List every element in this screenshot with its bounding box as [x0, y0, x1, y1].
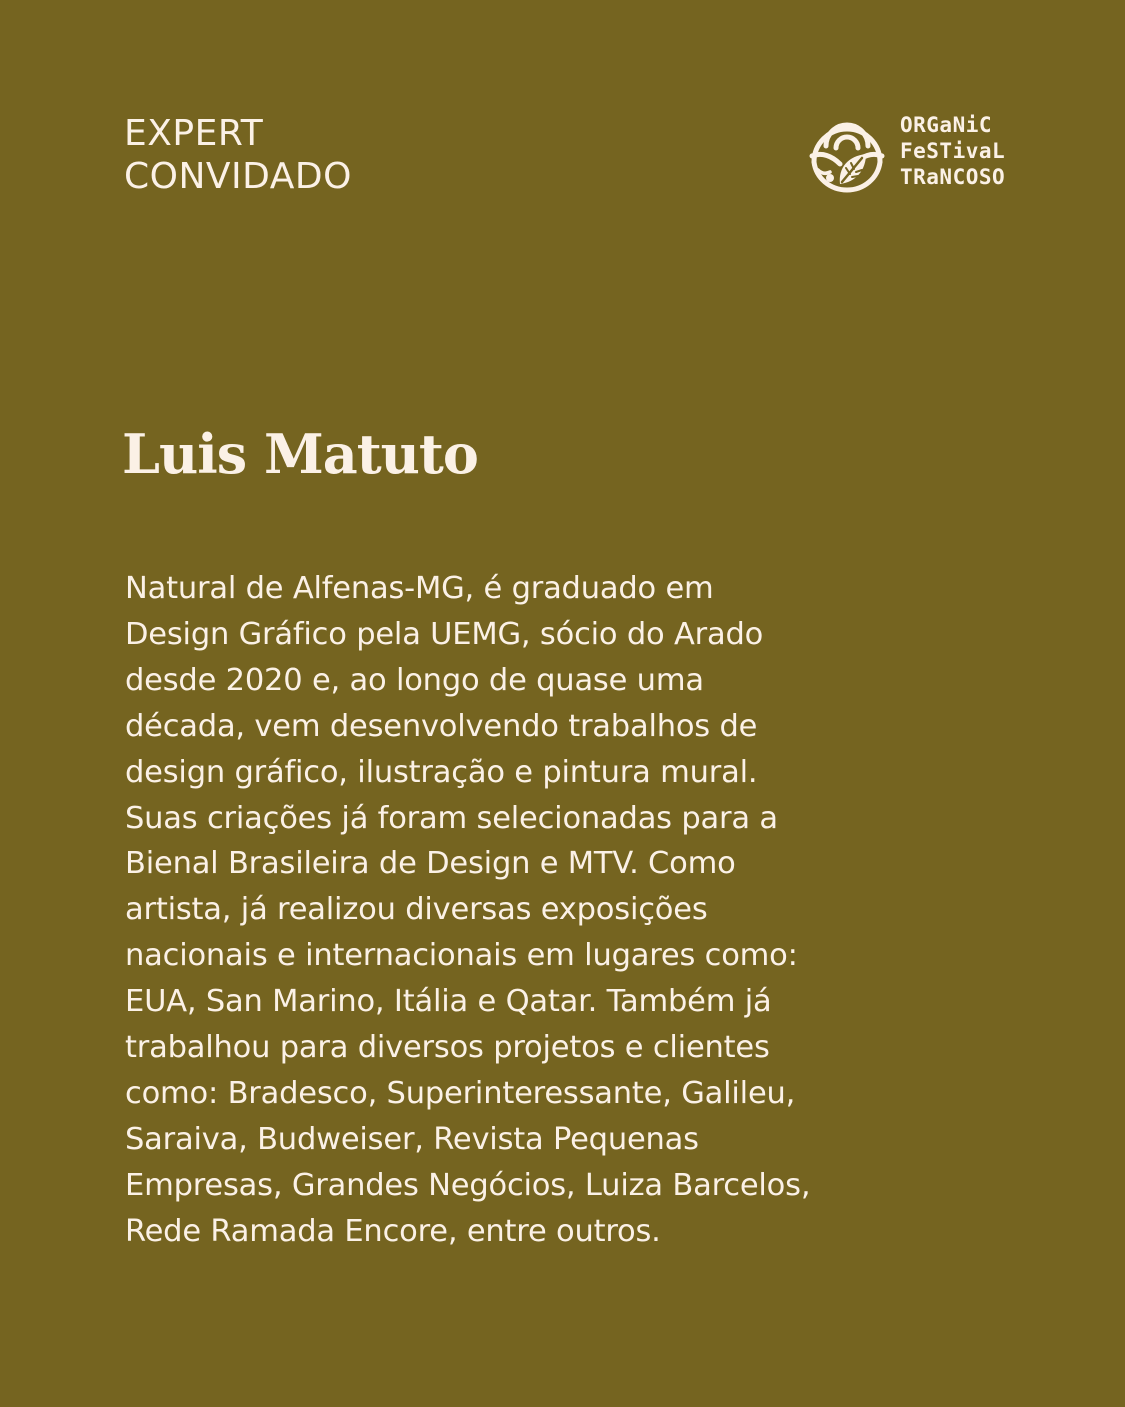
bio-line: Bienal Brasileira de Design e MTV. Como: [125, 846, 736, 882]
bio-line: Saraiva, Budweiser, Revista Pequenas: [125, 1121, 699, 1157]
logo-wordmark: [900, 112, 1006, 190]
bio-line: Empresas, Grandes Negócios, Luiza Barcelos,: [125, 1167, 811, 1203]
bio-line: Natural de Alfenas-MG, é graduado em: [125, 571, 714, 606]
organic-festival-emblem-icon: [806, 112, 888, 194]
eyebrow-line-1: EXPERT: [124, 113, 264, 154]
organic-festival-logo: [806, 110, 1006, 196]
logo-line-1: ORGaNiC: [900, 113, 993, 137]
eyebrow-label: [124, 112, 352, 198]
bio-line: como: Bradesco, Superinteressante, Galileu,: [125, 1075, 796, 1111]
bio-line: trabalhou para diversos projetos e clientes: [125, 1030, 770, 1066]
bio-line: desde 2020 e, ao longo de quase uma: [125, 662, 704, 698]
bio-line: Suas criações já foram selecionadas para a: [125, 800, 778, 836]
bio-line: design gráfico, ilustração e pintura mural.: [125, 754, 758, 790]
bio-line: Rede Ramada Encore, entre outros.: [125, 1213, 661, 1249]
bio-line: Design Gráfico pela UEMG, sócio do Arado: [125, 616, 764, 652]
logo-line-3: TRaNCOSO: [900, 165, 1006, 189]
logo-line-2: FeSTivaL: [900, 139, 1006, 163]
bio-line: nacionais e internacionais em lugares como:: [125, 938, 798, 974]
bio-line: EUA, San Marino, Itália e Qatar. Também já: [125, 984, 772, 1020]
expert-bio: [125, 566, 915, 1255]
bio-line: década, vem desenvolvendo trabalhos de: [125, 708, 758, 744]
bio-line: artista, já realizou diversas exposições: [125, 892, 708, 928]
eyebrow-line-2: CONVIDADO: [124, 156, 352, 197]
expert-name: Luis Matuto: [122, 422, 478, 486]
